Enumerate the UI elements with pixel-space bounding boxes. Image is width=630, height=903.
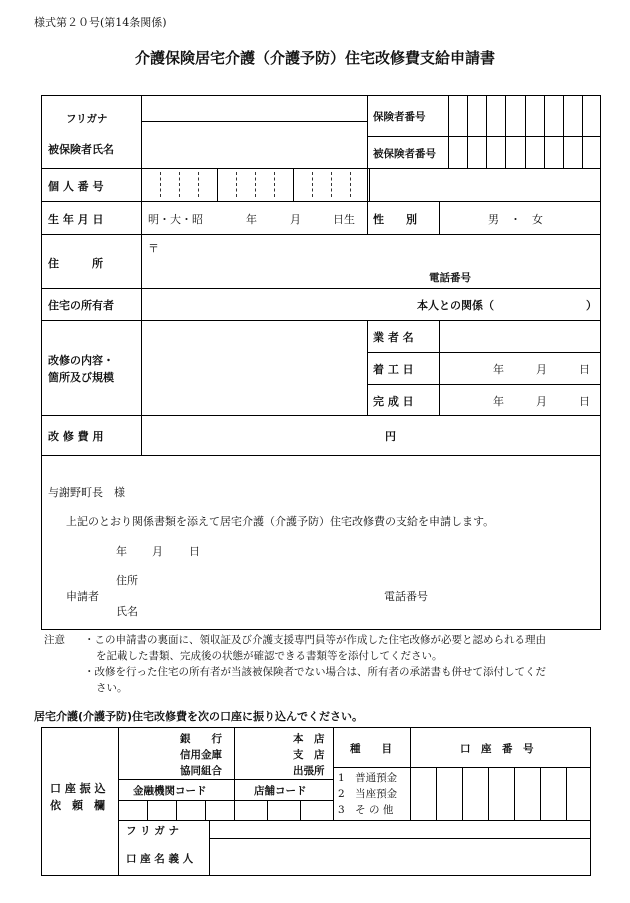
branch-type-branch: 支 店 bbox=[293, 749, 325, 761]
application-statement: 上記のとおり関係書類を添えて居宅介護（介護予防）住宅改修費の支給を申請します。 bbox=[66, 515, 495, 528]
start-day-label: 日 bbox=[579, 363, 590, 376]
note-1-line-1: ・この申請書の裏面に、領収証及び介護支援専門員等が作成した住宅改修が必要と認められる理由 bbox=[84, 634, 546, 646]
insured-name-input[interactable] bbox=[143, 123, 365, 167]
personal-number-label: 個 人 番 号 bbox=[48, 180, 104, 193]
applicant-name-label: 氏名 bbox=[116, 605, 138, 618]
renovation-input[interactable] bbox=[143, 322, 365, 414]
personal-number-divider bbox=[350, 172, 351, 197]
start-date-label: 着 工 日 bbox=[373, 363, 414, 376]
complete-month-label: 月 bbox=[536, 395, 547, 408]
cost-label: 改 修 費 用 bbox=[48, 430, 104, 443]
digit-divider bbox=[582, 95, 583, 136]
gender-options[interactable]: 男 ・ 女 bbox=[488, 213, 543, 226]
personal-number-divider bbox=[369, 168, 370, 201]
digit-divider bbox=[486, 95, 487, 136]
birth-year-label: 年 bbox=[246, 213, 257, 226]
account-number-label: 口 座 番 号 bbox=[460, 743, 534, 755]
relation-input[interactable] bbox=[500, 290, 582, 319]
bank-type-shinkin: 信用金庫 bbox=[180, 749, 222, 761]
caution-label: 注意 bbox=[44, 634, 65, 646]
transfer-label-1: 口 座 振 込 bbox=[50, 782, 106, 795]
bank-type-bank: 銀 行 bbox=[180, 733, 222, 745]
branch-type-main: 本 店 bbox=[293, 733, 325, 745]
kind-option-ordinary[interactable]: 1 普通預金 bbox=[338, 772, 398, 784]
furigana-label: フリガナ bbox=[66, 113, 108, 125]
era-options[interactable]: 明・大・昭 bbox=[148, 213, 203, 226]
contractor-input[interactable] bbox=[441, 322, 599, 351]
start-month-label: 月 bbox=[536, 363, 547, 376]
applicant-phone-label: 電話番号 bbox=[384, 590, 428, 603]
relation-close: ） bbox=[586, 299, 597, 312]
applicant-address-input[interactable] bbox=[148, 568, 368, 586]
digit-divider bbox=[544, 95, 545, 136]
digit-divider bbox=[505, 95, 506, 136]
bank-heading: 居宅介護(介護予防)住宅改修費を次の口座に振り込んでください。 bbox=[34, 710, 364, 723]
addressee: 与謝野町長 様 bbox=[48, 486, 125, 499]
cost-input[interactable] bbox=[143, 417, 379, 454]
renovation-label-2: 箇所及び規模 bbox=[48, 371, 114, 384]
owner-input[interactable] bbox=[143, 290, 413, 319]
digit-divider bbox=[486, 136, 487, 168]
personal-number-divider bbox=[312, 172, 313, 197]
digit-divider bbox=[544, 136, 545, 168]
application-day-label: 日 bbox=[189, 545, 200, 558]
transfer-label-2: 依 頼 欄 bbox=[50, 799, 105, 812]
owner-label: 住宅の所有者 bbox=[48, 299, 114, 312]
institution-code-label: 金融機関コード bbox=[133, 785, 207, 797]
personal-number-divider bbox=[255, 172, 256, 197]
digit-divider bbox=[525, 136, 526, 168]
birth-day-label: 日生 bbox=[333, 213, 355, 226]
personal-number-divider bbox=[179, 172, 180, 197]
branch-type-office: 出張所 bbox=[293, 765, 325, 777]
note-2-line-2: さい。 bbox=[96, 682, 128, 694]
application-year-label: 年 bbox=[116, 545, 127, 558]
digit-divider bbox=[582, 136, 583, 168]
account-holder-label: 口 座 名 義 人 bbox=[126, 853, 194, 865]
note-2-line-1: ・改修を行った住宅の所有者が当該被保険者でない場合は、所有者の承諾書も併せて添付してくだ bbox=[84, 666, 546, 678]
insured-name-label: 被保険者氏名 bbox=[48, 143, 114, 156]
kind-label: 種 目 bbox=[350, 743, 392, 755]
address-input[interactable] bbox=[160, 236, 598, 286]
page-title: 介護保険居宅介護（介護予防）住宅改修費支給申請書 bbox=[134, 49, 495, 67]
digit-divider bbox=[467, 95, 468, 136]
personal-number-divider bbox=[293, 168, 294, 201]
relation-label: 本人との関係（ bbox=[417, 299, 494, 312]
address-label: 住 所 bbox=[48, 257, 103, 270]
contractor-label: 業 者 名 bbox=[373, 331, 414, 344]
bank-type-kumiai: 協同組合 bbox=[180, 765, 222, 777]
branch-code-label: 店舗コード bbox=[254, 785, 307, 797]
insurer-number-label: 保険者番号 bbox=[373, 111, 426, 123]
digit-divider bbox=[505, 136, 506, 168]
form-number: 様式第２０号(第14条関係) bbox=[34, 16, 167, 29]
digit-divider bbox=[525, 95, 526, 136]
note-1-line-2: を記載した書類、完成後の状態が確認できる書類等を添付してください。 bbox=[96, 650, 443, 662]
personal-number-divider bbox=[274, 172, 275, 197]
yen-label: 円 bbox=[385, 430, 396, 443]
personal-number-divider bbox=[160, 172, 161, 197]
digit-divider bbox=[467, 136, 468, 168]
personal-number-divider bbox=[198, 172, 199, 197]
complete-date-label: 完 成 日 bbox=[373, 395, 414, 408]
account-furigana-label: フ リ ガ ナ bbox=[126, 825, 179, 837]
kind-option-other[interactable]: 3 そ の 他 bbox=[338, 804, 394, 816]
applicant-label: 申請者 bbox=[66, 590, 99, 603]
complete-day-label: 日 bbox=[579, 395, 590, 408]
start-year-label: 年 bbox=[493, 363, 504, 376]
furigana-input[interactable] bbox=[143, 97, 365, 120]
birth-month-label: 月 bbox=[290, 213, 301, 226]
application-month-label: 月 bbox=[152, 545, 163, 558]
gender-label: 性 別 bbox=[373, 213, 417, 226]
digit-divider bbox=[563, 95, 564, 136]
applicant-address-label: 住所 bbox=[116, 574, 138, 587]
complete-year-label: 年 bbox=[493, 395, 504, 408]
account-furigana-input[interactable] bbox=[211, 822, 589, 837]
address-phone-label: 電話番号 bbox=[429, 272, 471, 284]
personal-number-divider bbox=[331, 172, 332, 197]
insured-number-label: 被保険者番号 bbox=[373, 148, 436, 160]
kind-option-checking[interactable]: 2 当座預金 bbox=[338, 788, 398, 800]
postal-mark: 〒 bbox=[148, 242, 159, 255]
applicant-name-input[interactable] bbox=[148, 599, 368, 617]
account-holder-input[interactable] bbox=[211, 840, 589, 875]
personal-number-divider bbox=[217, 168, 218, 201]
digit-divider bbox=[563, 136, 564, 168]
personal-number-divider bbox=[236, 172, 237, 197]
renovation-label-1: 改修の内容・ bbox=[48, 354, 114, 367]
birthdate-label: 生 年 月 日 bbox=[48, 213, 104, 226]
